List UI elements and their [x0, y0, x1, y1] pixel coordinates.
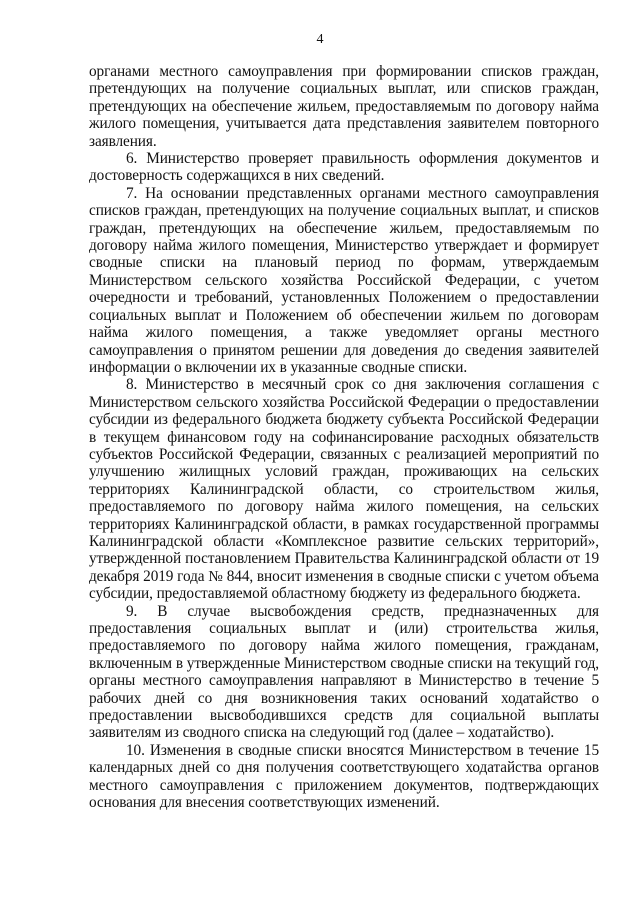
paragraph-item-9: 9. В случае высвобождения средств, предназначенных для предоставления социальных выплат и (или) строительства жилья, предоставляемого по договору найма жилого помещения, гражданам, включенным в утвержденные Министерством сводные списки на текущий год, органы местного самоуправления направляют в Министерство в течение 5 рабочих дней со дня возникновения таких оснований ходатайство о предоставлении высвободившихся средств для социальной выплаты заявителям из сводного списка на следующий год (далее – ходатайство).: [89, 602, 599, 742]
document-body: [89, 63, 599, 811]
paragraph-continuation: органами местного самоуправления при формировании списков граждан, претендующих на получение социальных выплат, или списков граждан, претендующих на обеспечение жильем, предоставляемым по договору найма жилого помещения, учитывается дата представления заявителем повторного заявления.: [89, 63, 599, 150]
paragraph-item-8: 8. Министерство в месячный срок со дня заключения соглашения с Министерством сельского хозяйства Российской Федерации о предоставлении субсидии из федерального бюджета бюджету субъекта Российской Федерации в текущем финансовом году на софинансирование расходных обязательств субъектов Российской Федерации, связанных с реализацией мероприятий по улучшению жилищных условий граждан, проживающих на сельских территориях Калининградской области, со строительством жилья, предоставляемого по договору найма жилого помещения, на сельских территориях Калининградской области, в рамках государственной программы Калининградской области «Комплексное развитие сельских территорий», утвержденной постановлением Правительства Калининградской области от 19 декабря 2019 года № 844, вносит изменения в сводные списки с учетом объема субсидии, предоставляемой областному бюджету из федерального бюджета.: [89, 376, 599, 603]
page-number: 4: [316, 32, 324, 47]
paragraph-item-6: 6. Министерство проверяет правильность оформления документов и достоверность содержащихся в них сведений.: [89, 150, 599, 185]
paragraph-item-7: 7. На основании представленных органами местного самоуправления списков граждан, претендующих на получение социальных выплат, и списков граждан, претендующих на обеспечение жильем, предоставляемым по договору найма жилого помещения, Министерство утверждает и формирует сводные списки на плановый период по формам, утверждаемым Министерством сельского хозяйства Российской Федерации, с учетом очередности и требований, установленных Положением о предоставлении социальных выплат и Положением об обеспечении жильем по договорам найма жилого помещения, а также уведомляет органы местного самоуправления о принятом решении для доведения до сведения заявителей информации о включении их в указанные сводные списки.: [89, 184, 599, 376]
paragraph-item-10: 10. Изменения в сводные списки вносятся Министерством в течение 15 календарных дней со дня получения соответствующего ходатайства органов местного самоуправления с приложением документов, подтверждающих основания для внесения соответствующих изменений.: [89, 741, 599, 812]
